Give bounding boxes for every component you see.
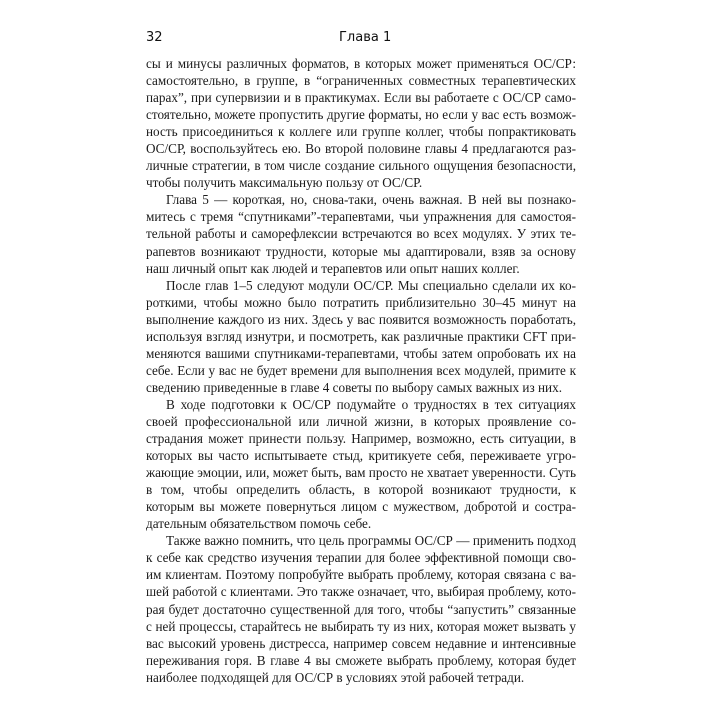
paragraph-5: Также важно помнить, что цель программы ОС/СР — применить подход к себе как средство изучения терапии для более эффективной помощи своим клиентам. Поэтому попробуйте выбрать проблему, которая связана с вашей работой с клиентами. Это также означает, что, выбирая проблему, которая будет достаточно существенной для того, чтобы “запустить” связанные с ней процессы, старайтесь не выбирать ту из них, которая может вызвать у вас высокий уровень дистресса, например совсем недавние и интенсивные переживания горя. В главе 4 вы сможете выбрать проблему, которая будет наиболее подходящей для ОС/СР в условиях этой рабочей тетради.: [146, 533, 576, 685]
paragraph-2: Глава 5 — короткая, но, снова-таки, очень важная. В ней вы познакомитесь с тремя “спутниками”-терапевтами, чьи упражнения для самостоятельной работы и саморефлексии встречаются во всех модулях. У этих терапевтов возникают трудности, которые мы адаптировали, взяв за основу наш личный опыт как людей и терапевтов или опыт наших коллег.: [146, 192, 576, 276]
paragraph-1: сы и минусы различных форматов, в которых может применяться ОС/СР: самостоятельно, в группе, в “ограниченных совместных терапевтических парах”, при супервизии и в практикумах. Если вы работаете с ОС/СР самостоятельно, можете пропустить другие форматы, но если у вас есть возможность присоединиться к коллеге или группе коллег, чтобы попрактиковать ОС/СР, воспользуйтесь ею. Во второй половине главы 4 предлагаются различные стратегии, в том числе создание сильного ощущения безопасности, чтобы получить максимальную пользу от ОС/СР.: [146, 56, 576, 191]
body-text: [146, 55, 576, 686]
paragraph-4: В ходе подготовки к ОС/СР подумайте о трудностях в тех ситуациях своей профессиональной или личной жизни, в которых проявление сострадания может принести пользу. Например, возможно, есть ситуации, в которых вы часто испытываете стыд, критикуете себя, переживаете угрожающие эмоции, или, может быть, вам просто не хватает уверенности. Суть в том, чтобы определить область, в которой возникают трудности, к которым вы можете повернуться лицом с мужеством, добротой и сострaдательным обязательством помочь себе.: [146, 396, 576, 532]
paragraph-3: После глав 1–5 следуют модули ОС/СР. Мы специально сделали их короткими, чтобы можно было потратить приблизительно 30–45 минут на выполнение каждого из них. Здесь у вас появится возможность поработать, используя взгляд изнутри, и посмотреть, как различные практики CFT применяются вашими спутниками-терапевтами, чтобы затем опробовать их на себе. Если у вас не будет времени для выполнения всех модулей, примите к сведению приведенные в главе 4 советы по выбору самых важных из них.: [146, 277, 576, 395]
running-head: [146, 30, 576, 50]
page-number: 32: [146, 30, 163, 45]
chapter-title: Глава 1: [339, 30, 392, 45]
